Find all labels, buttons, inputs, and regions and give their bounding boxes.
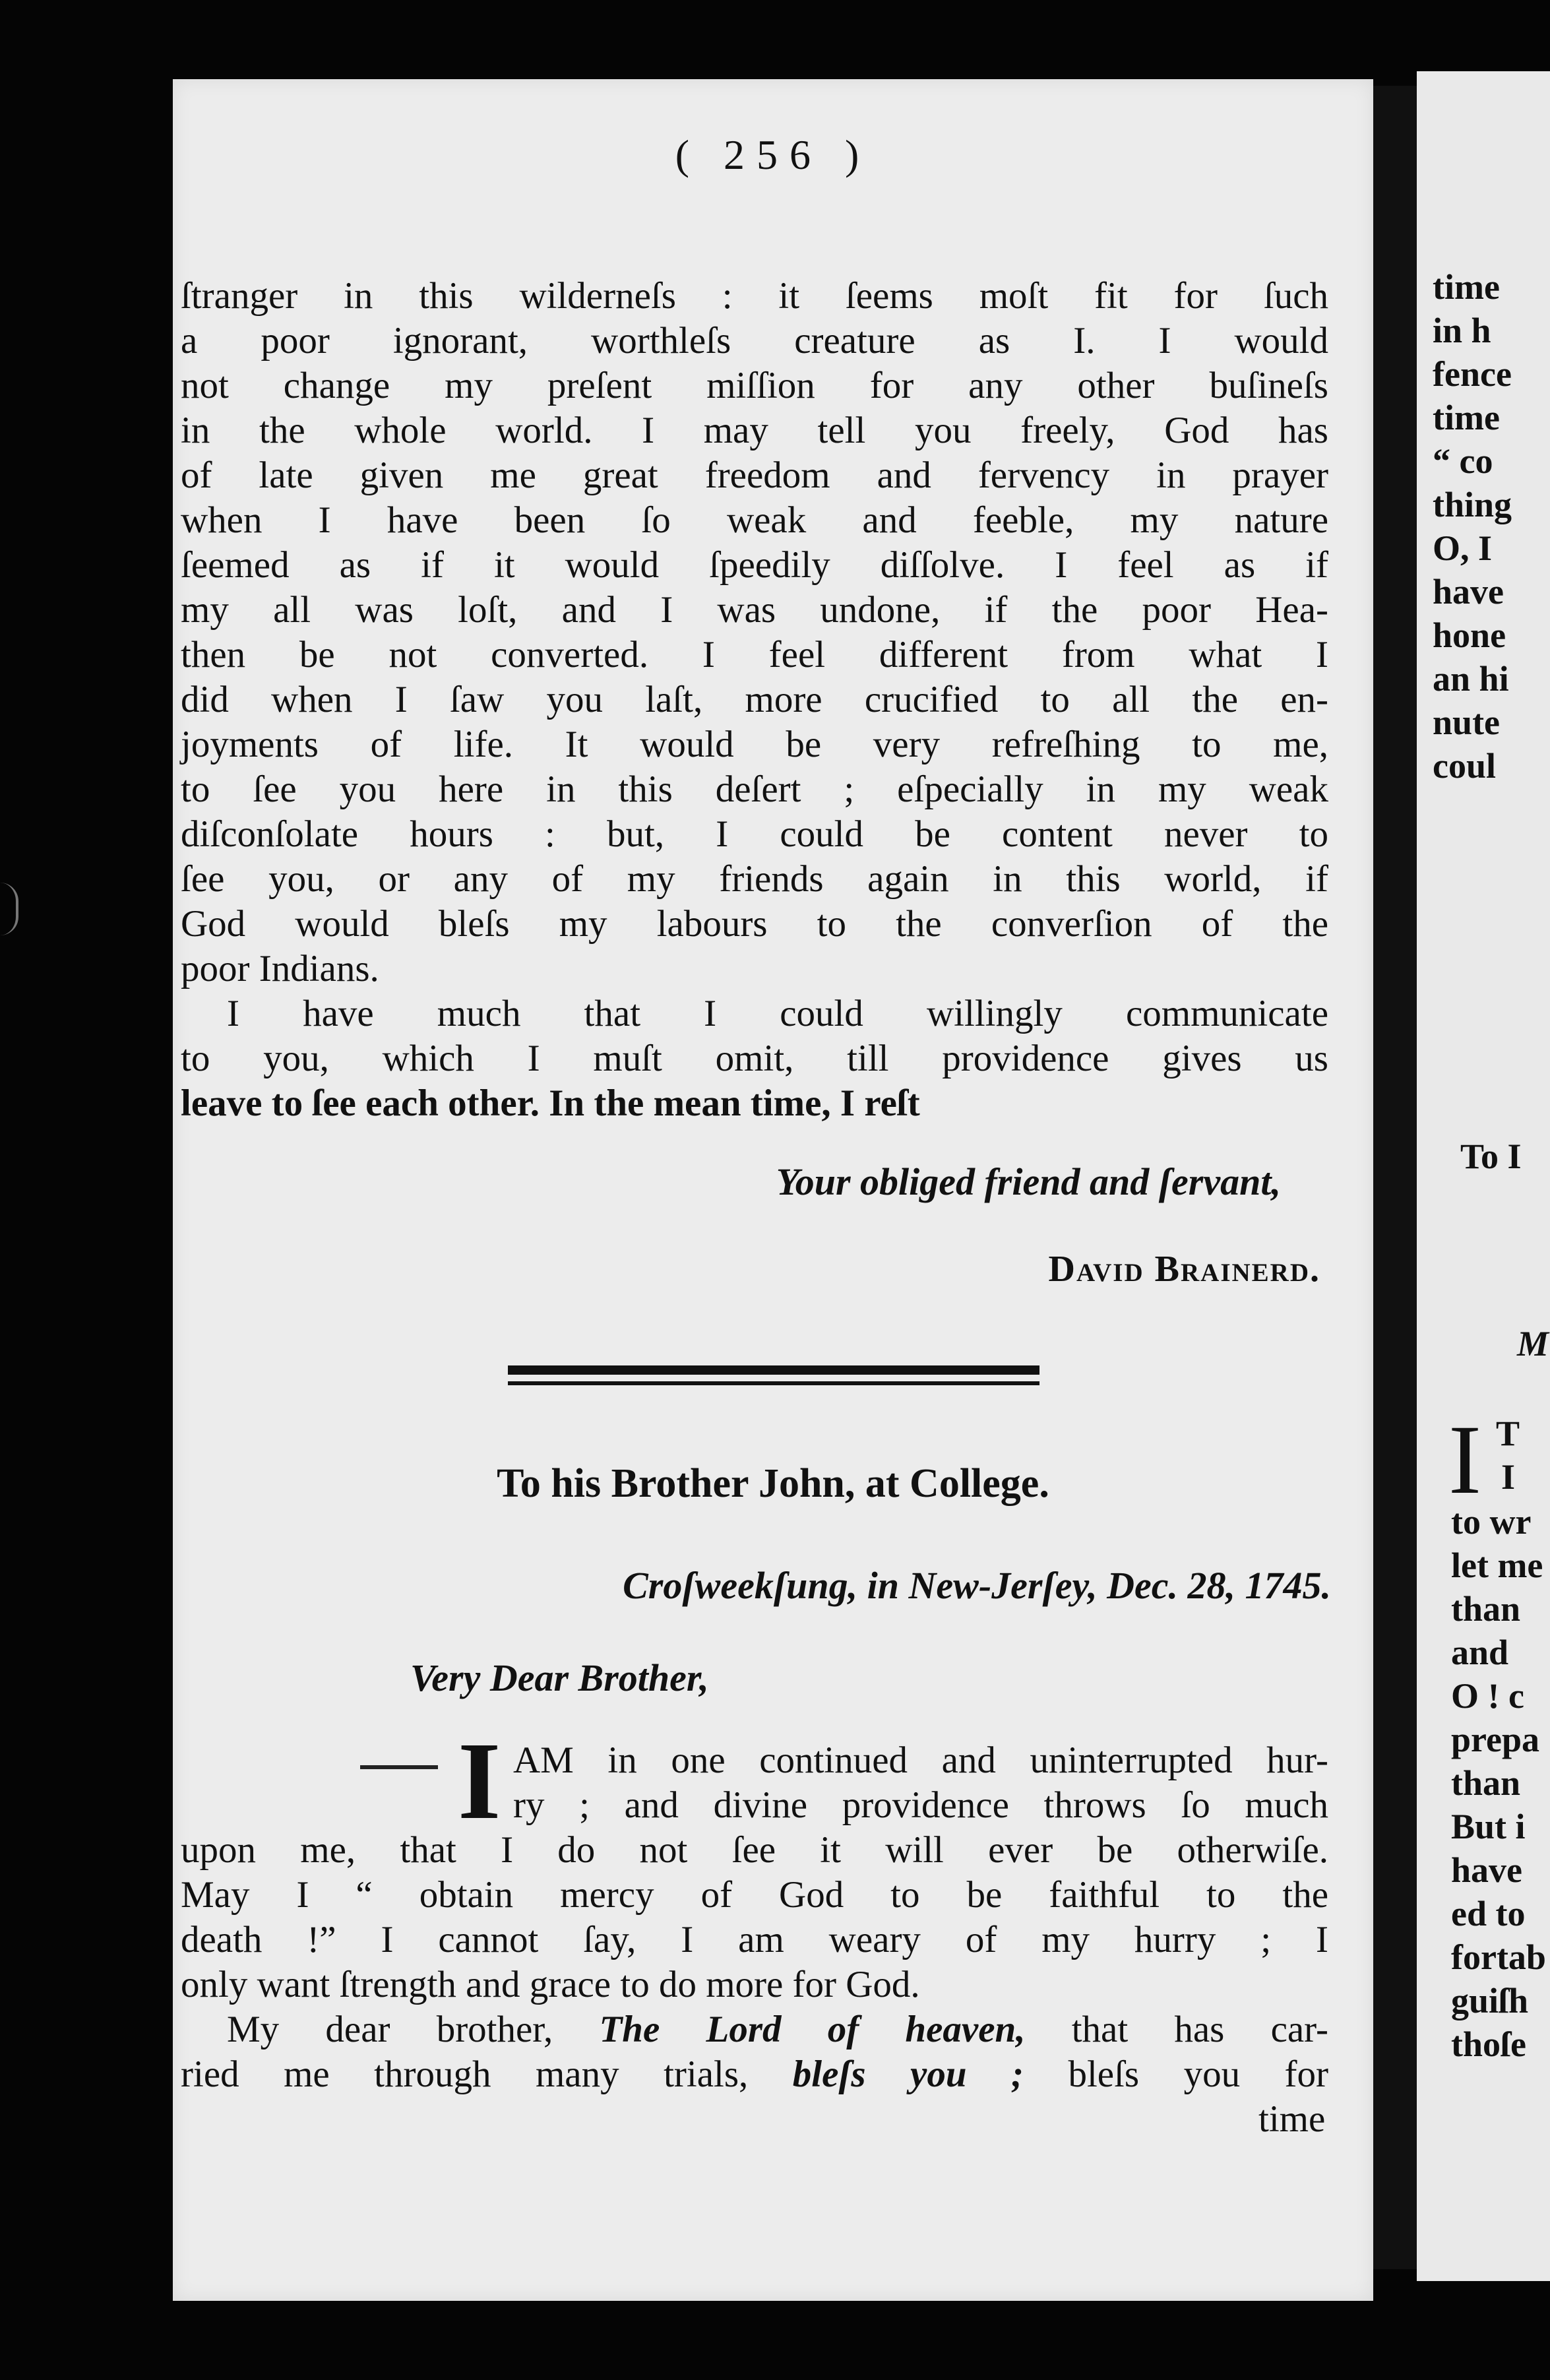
text-line: in the whole world. I may tell you freely, God has [181, 410, 1328, 451]
text-line: diſconſolate hours : but, I could be content never to [181, 813, 1328, 855]
text-line-mixed [181, 2011, 1328, 2048]
right-page-dropcap: I [1448, 1405, 1481, 1515]
right-page-fragment: an hi [1433, 659, 1509, 699]
text-line: when I have been ſo weak and feeble, my nature [181, 499, 1328, 541]
right-page-fragment: to wr [1451, 1502, 1532, 1542]
drop-cap: I [458, 1720, 501, 1842]
right-page-fragment: nute [1433, 703, 1501, 742]
opening-dash [360, 1765, 438, 1769]
text-line: then be not converted. I feel different from what I [181, 634, 1328, 675]
right-page-fragment: To I [1460, 1137, 1522, 1176]
right-page-fragment: fortab [1451, 1937, 1546, 1977]
letter-salutation: Very Dear Brother, [410, 1656, 709, 1699]
right-page-fragment: I [1501, 1457, 1516, 1497]
letter-signature: David Brainerd. [1048, 1249, 1320, 1290]
gutter-shadow [1373, 86, 1417, 2269]
letter-heading: To his Brother John, at College. [497, 1461, 1049, 1506]
catchword: time [1258, 2098, 1326, 2140]
right-page-fragment: O, I [1433, 528, 1493, 568]
right-page-fragment: O ! c [1451, 1676, 1524, 1716]
text-line: ry ; and divine providence throws ſo much [513, 1784, 1328, 1826]
text-line: a poor ignorant, worthleſs creature as I. I would [181, 320, 1328, 361]
text-line: ſee you, or any of my friends again in this world, if [181, 858, 1328, 900]
text-span-italic: bleſs you ; [792, 2053, 1024, 2095]
right-page-fragment: time [1433, 267, 1500, 307]
text-line-mixed [181, 2055, 1328, 2093]
right-page-fragment: and [1451, 1633, 1509, 1672]
text-line: of late given me great freedom and fervency in prayer [181, 454, 1328, 496]
section-divider-thick [508, 1365, 1039, 1375]
right-page-fragment: But i [1451, 1807, 1526, 1846]
text-line: death !” I cannot ſay, I am weary of my hurry ; I [181, 1919, 1328, 1960]
right-page-fragment: M [1517, 1324, 1549, 1363]
text-line: poor Indians. [181, 948, 379, 989]
text-span: ried me through many trials, [181, 2053, 793, 2095]
page-number: ( 256 ) [675, 131, 871, 178]
text-line: ſeemed as if it would ſpeedily diſſolve. I feel as if [181, 544, 1328, 586]
section-divider-thin [508, 1381, 1039, 1385]
text-line: my all was loſt, and I was undone, if the poor Hea- [181, 589, 1328, 631]
right-page-fragment: in h [1433, 311, 1491, 350]
right-page-fragment: fence [1433, 354, 1512, 394]
right-page-fragment: let me [1451, 1546, 1543, 1585]
right-page-fragment: hone [1433, 615, 1506, 655]
text-line: God would bleſs my labours to the converſion of the [181, 903, 1328, 945]
right-page-fragment: time [1433, 398, 1500, 437]
text-span: that has car- [1025, 2009, 1328, 2050]
right-page-fragment: thoſe [1451, 2024, 1526, 2064]
binding-edge-mark [0, 883, 18, 935]
right-page-fragment: than [1451, 1763, 1521, 1803]
letter-closing: Your obliged friend and ſervant, [776, 1160, 1281, 1203]
text-line: May I “ obtain mercy of God to be faithful to the [181, 1874, 1328, 1916]
letter-dateline: Croſweekſung, in New-Jerſey, Dec. 28, 1745. [623, 1564, 1331, 1607]
text-line: did when I ſaw you laſt, more crucified to all the en- [181, 679, 1328, 720]
text-span: bleſs you for [1023, 2053, 1328, 2095]
text-line: I have much that I could willingly communicate [227, 993, 1328, 1034]
text-line: to you, which I muſt omit, till providence gives us [181, 1038, 1328, 1079]
right-page-fragment: have [1451, 1850, 1522, 1890]
text-line: ſtranger in this wilderneſs : it ſeems moſt fit for ſuch [181, 275, 1328, 317]
right-page-fragment: prepa [1451, 1720, 1540, 1759]
text-line: to ſee you here in this deſert ; eſpecially in my weak [181, 768, 1328, 810]
right-page-fragment: coul [1433, 746, 1497, 786]
text-span-italic: The Lord of heaven, [599, 2009, 1026, 2050]
text-line: joyments of life. It would be very refreſhing to me, [181, 724, 1328, 765]
text-span: My dear brother, [227, 2009, 600, 2050]
text-line: leave to ſee each other. In the mean time, I reſt [181, 1082, 920, 1124]
text-line: upon me, that I do not ſee it will ever be otherwiſe. [181, 1829, 1328, 1871]
text-line: AM in one continued and uninterrupted hur- [513, 1739, 1328, 1781]
text-line: not change my preſent miſſion for any other buſineſs [181, 365, 1328, 406]
text-line: only want ſtrength and grace to do more for God. [181, 1964, 920, 2005]
right-page-fragment: than [1451, 1589, 1521, 1629]
right-page-fragment: have [1433, 572, 1504, 611]
right-page-fragment: T [1496, 1414, 1520, 1453]
right-page-fragment: thing [1433, 485, 1512, 524]
right-page-fragment: “ co [1433, 441, 1493, 481]
right-page-fragment: guiſh [1451, 1981, 1529, 2020]
right-page-fragment: ed to [1451, 1894, 1526, 1933]
